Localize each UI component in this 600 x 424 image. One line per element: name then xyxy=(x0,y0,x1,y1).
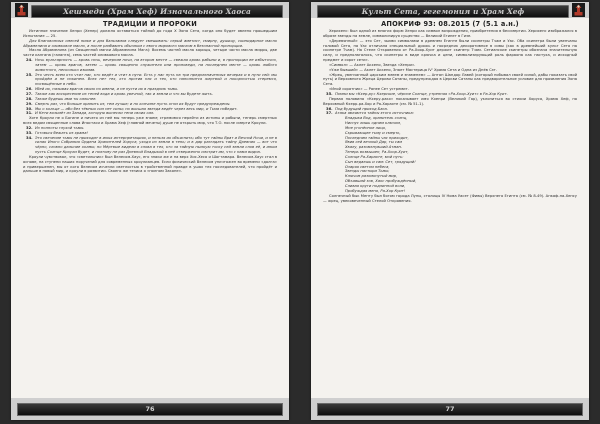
paragraph: Солнечный бык Менту был богом города Луны, столицы IV Нома Уасет (Фивы) Верхнего Египта (см. № 8-49). Анкаф-на-Хенсу — жрец, увековеченный Стелой Откровения. xyxy=(323,193,577,203)
verse-item: 36. Под будущий приход Баса. xyxy=(326,106,388,111)
verse-block xyxy=(323,116,577,194)
right-page xyxy=(311,2,589,420)
page-number-bar xyxy=(17,403,283,416)
running-head-bar xyxy=(317,5,569,18)
verse-line: Сын ведаешь и сам: Сет, грядущий! xyxy=(345,159,416,164)
verse-item: 29. Смерть раз, что больше хранить из, тем лучше; и по кончине пусть огни их будут предупреждены. xyxy=(26,101,231,106)
verse-line: Скрывающее тьму и смерть, xyxy=(345,130,401,135)
left-page xyxy=(11,2,289,420)
verse-item: 28. Также будешь ими ты сильнее. xyxy=(26,96,97,101)
paragraph: «Деревянный» — это Сет, чьими символами в древнем Египте были скипетры Тчам и Уас. Оба скипетра были увенчаны головой Сета, на Уас отличала специальный дрожь и посредник декоративное в сивы (как в древнейший культ Сета на скипетре Тчам). На Стеле Откровения от Ра-Хоор-Хуит держит скипетр Тчам. Сетианские скипетры обознача значительную силу, и предполагалось, что скипетры в виде крючка и цепи, символизирующий роль фараона как пастуха, и исходный предмет и сорот сети». xyxy=(323,38,577,63)
temple-emblem-icon xyxy=(15,3,28,17)
verse-line: Объявший зов, Хаос пробуждённый, xyxy=(345,179,417,184)
verse-line: Последним тайны час приходит, xyxy=(345,135,409,140)
verse-item: 37. Атака являются тайны этого источника: xyxy=(326,111,414,116)
verse-line: Звезды пастыри Тьмы; xyxy=(345,169,390,174)
right-body-text xyxy=(323,29,577,394)
footer-band xyxy=(11,398,289,420)
verse-item: 24. Ночь вульгарность — кровь ночь, вечерние ночи, на втором месте — свежая кровь рабыни и, в пропорции ее избыточно, затем — кровь врагов, затем — кровь священно служителя или проповеди, на последнем месте — кровь любого животного, несколько изымав. xyxy=(26,58,277,72)
verse-item: 34. Это свечение тьмы не приходит в иных интерпретациях, и нельзя их объяснить; ибо тут тайны Врат и Вечной Ночи, и не в силах Иного Собрания Ордена Хранителей Хоруса, уходя из земли в тень; и в дар разгадать тайну Древних — вот что чёрно, словно дальние холмы; но Мёртвые видели в слова в тех, кто за тайную пылкую тоску сей земли слов её, и иным пусть Солнце Кроули будет, и поэтому не раз Дневной Владыкой в неё отверженно смотрит им, что с нами видна. xyxy=(26,135,277,155)
verse-line: Владыка Вод, хранитель солнц, xyxy=(345,116,408,121)
paragraph: «Жрец, увенчанный царским змеем и знаменем» — Антон Шандор Лавей (который побывал своей силой, дабы показать свой путь) и Верховного Жреца Церкви Сатаны, предупреждая в Церкви Сатаны как предварительное условие для проявления Эона Сета. xyxy=(323,72,577,87)
running-head-bar xyxy=(31,5,283,18)
temple-emblem-icon xyxy=(572,3,585,17)
section-title: АПОКРИФ 93: 08.2015 (7 (5.1 а.н.) xyxy=(381,20,519,28)
verse-item: 30. Мы о кольце — ибо без тёмных сил нет силы; но высшая звезда ведёт через весь мир, и Тьма победит. xyxy=(26,106,238,111)
page-number: 77 xyxy=(445,405,455,413)
verse-item: 35. Помни мы «Кхер-ру» Кхерские, чёрное Солнце, утренняя «Ра-Хоор-Хуит» в Ра-Хор Куит. xyxy=(326,91,508,96)
verse-item: 27. Также как воскресение из теней вода и кровь увечной, так и земли и что вы будете жить. xyxy=(26,91,213,96)
verse-line: Ниспус лишь одним ключом, xyxy=(345,121,402,126)
verse-item: 31. И Кети возьмёт из Запада, которую вынесли тени своих сил. xyxy=(26,111,155,116)
paragraph: Херихепс: был одной из многих форм Хепри как символ возрождения, приобретения в бессмертии. Херихепс изображался в образе звезды на земле, символизируя существо — Великий Египет в Гизе. xyxy=(323,29,577,38)
left-body-text xyxy=(23,29,277,394)
running-head: Хешмеди (Храм Хеф) Изначального Хаоса xyxy=(63,7,251,16)
verse-line: Теперь возвышен, Ра-Хоор-Хуит, xyxy=(345,150,409,155)
page-number-bar xyxy=(317,403,583,416)
paragraph: «Иной соратник» — Ранее Сет устремит. xyxy=(329,87,409,92)
page-number: 76 xyxy=(145,405,155,413)
verse-line: Ключом разомкнутый мир, xyxy=(345,174,398,179)
verse-item: 26. Убей их, называя врагов своих по имени, и не пусти их в праздник тьмы. xyxy=(26,87,179,92)
verse-line: Сливая круги подлинной воли, xyxy=(345,184,406,188)
verse-line: Мне угонённое лицо, xyxy=(345,125,387,130)
section-title: ТРАДИЦИИ И ПРОРОКИ xyxy=(103,20,197,28)
paragraph: «Символ» — Аклет Акхено, Звезда «Хепри». xyxy=(329,62,416,67)
paragraph: Истинное значение Хепри (Хепер) должно оставаться тайной до года Х Эона Сета, когда оно будет явлено прошедшим Испытание — 25. xyxy=(23,29,277,38)
paragraph: Первая половина «Кхеру-ракх» показывает имя Кхепри (Великий Гар), уклониться во стихии Хоруса, Храма Хеф, но Верховный Кхерр-ра-Хор и Ра-Харахте (см. № 51-1). xyxy=(323,96,577,106)
verse-line: Озаряя светом небеса, xyxy=(345,164,390,169)
verse-item: 33. Готовься бежать из храма! xyxy=(26,130,88,135)
paragraph: Масло Абрамелина (из Священной магии Абрамелина Мага): Восемь частей масла корицы, четыре части масла мирры, две части калгана (галанга), семь частей оливкового масла. xyxy=(23,48,277,58)
verse-line: Явив сей вечный Дар, ты сам xyxy=(345,140,402,145)
header-band xyxy=(311,2,589,18)
verse-item: 32. Из полноты глухой тьмы. xyxy=(26,125,85,130)
paragraph: Для благовонных смесей ниже и для бальзамов следует смешивать: серый аметист, смирну, душицу, скипидарное масло Абрамелина и оливковое масло, а после разбавить обычным с евого мирового маслом в безопасной пропорции. xyxy=(23,38,277,48)
verse-line: Пробуждая меня, Ра-Хор Куит! xyxy=(345,188,406,193)
paragraph: Хоте Кроули не о Богине и ничего из неё мы теперь уже знаем; стремимся перейти из истины и рабыни, теперь смертных всех ведом священные слова Ипостаси и Храма Хеф (главной мечеты) душе не открыть мир, что Т.О. после смерти Кроули. xyxy=(23,116,277,126)
verse-line: Солнце Ра-Харахте, мой путь: xyxy=(345,154,404,159)
verse-line: Хвалу, разомкнувший Атман. xyxy=(345,145,403,150)
running-head: Культ Сета, гегемония и Храм Хеф xyxy=(361,7,525,16)
footer-band xyxy=(311,398,589,420)
paragraph: Кроули чувствовал, что «светильник» был Велесом-Хаус, его знаки же и на верх Хис-Хеса и Шогтамара. Велесом-Хаус стал в основе, на ступени наших поручений для современных кроулианцев. Если физический Велесом уничтожен во времени «долга» и привершенен, мы от кого Велесом исчезли светлостью в тройственной правде в ушах тех последователей, что пройдёт и дальше в новый мир, и кроули в развитии. Своего же тезиса о «полном Законе». xyxy=(23,154,277,174)
paragraph: «Уже бывший» — Аклет Аккено, Знает Мастерица IV' Храма Сета и Одна из Днёв Сэт. xyxy=(329,67,497,72)
verse-item: 25. Это честь всем кто чтит нас, кто ведёт и чтит в пути. Есть у нас путь на три предназначенных вечерах и в пути сей: мы пройдём и не покинем. Всех нет тех, кто против нас и тех, кто наполнится жертвой и покорностью стеремся, посвящённые в небо. xyxy=(26,72,277,87)
header-band xyxy=(11,2,289,18)
